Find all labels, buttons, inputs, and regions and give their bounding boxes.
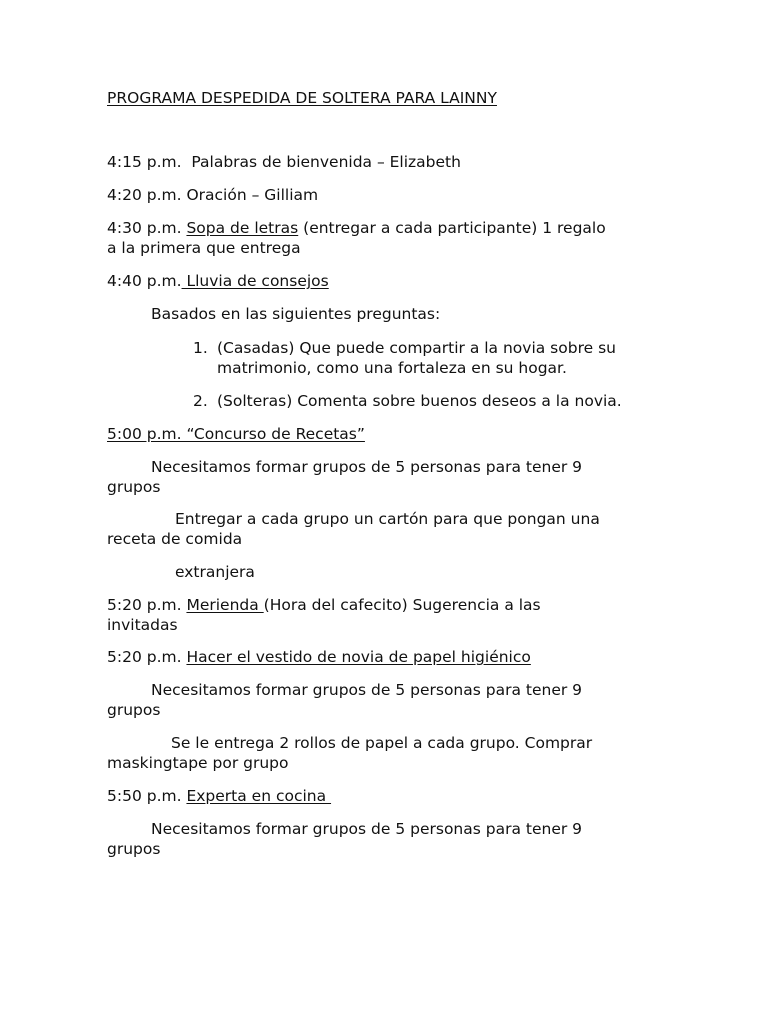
paragraph: Necesitamos formar grupos de 5 personas para tener 9 — [151, 820, 583, 838]
item-text: (entregar a cada participante) 1 regalo — [298, 219, 606, 237]
question-text: (Casadas) Que puede compartir a la novia sobre su — [217, 339, 616, 357]
schedule-item — [107, 647, 531, 667]
paragraph: maskingtape por grupo — [107, 754, 289, 772]
time-label: 4:30 p.m. — [107, 219, 187, 237]
question-text: matrimonio, como una fortaleza en su hogar. — [217, 359, 567, 377]
paragraph: grupos — [107, 840, 161, 858]
time-label: 4:20 p.m. — [107, 186, 187, 204]
schedule-item — [107, 271, 329, 291]
item-text: (Hora del cafecito) Sugerencia a las — [263, 596, 541, 614]
time-label: 5:20 p.m. — [107, 596, 187, 614]
question-text: (Solteras) Comenta sobre buenos deseos a la novia. — [217, 392, 622, 410]
time-label: 5:50 p.m. — [107, 787, 187, 805]
activity-name: Experta en cocina — [186, 787, 332, 805]
activity-name: Hacer el vestido de novia de papel higiénico — [186, 648, 531, 666]
time-label: 4:15 p.m. — [107, 153, 192, 171]
time-label: 5:20 p.m. — [107, 648, 187, 666]
document-title: PROGRAMA DESPEDIDA DE SOLTERA PARA LAINNY — [107, 89, 497, 107]
activity-name: Sopa de letras — [186, 219, 299, 237]
schedule-item — [107, 218, 606, 238]
recetas-heading: 5:00 p.m. “Concurso de Recetas” — [107, 425, 365, 443]
paragraph: Entregar a cada grupo un cartón para que pongan una — [175, 510, 600, 528]
activity-name: Merienda — [186, 596, 264, 614]
item-text: Oración – Gilliam — [186, 186, 319, 204]
item-text: Palabras de bienvenida – Elizabeth — [191, 153, 461, 171]
question-number: 1. — [193, 339, 208, 357]
paragraph: Se le entrega 2 rollos de papel a cada grupo. Comprar — [171, 734, 593, 752]
schedule-item — [107, 185, 318, 205]
paragraph: grupos — [107, 701, 161, 719]
schedule-item — [107, 786, 331, 806]
paragraph: extranjera — [175, 563, 255, 581]
paragraph: Necesitamos formar grupos de 5 personas para tener 9 — [151, 681, 583, 699]
paragraph: receta de comida — [107, 530, 243, 548]
schedule-item — [107, 152, 461, 172]
paragraph: grupos — [107, 478, 161, 496]
activity-name: Lluvia de consejos — [181, 272, 329, 290]
item-text-continued: invitadas — [107, 616, 178, 634]
schedule-item — [107, 595, 541, 615]
time-label: 4:40 p.m. — [107, 272, 182, 290]
questions-intro: Basados en las siguientes preguntas: — [151, 305, 441, 323]
question-number: 2. — [193, 392, 208, 410]
item-text-continued: a la primera que entrega — [107, 239, 301, 257]
paragraph: Necesitamos formar grupos de 5 personas para tener 9 — [151, 458, 583, 476]
